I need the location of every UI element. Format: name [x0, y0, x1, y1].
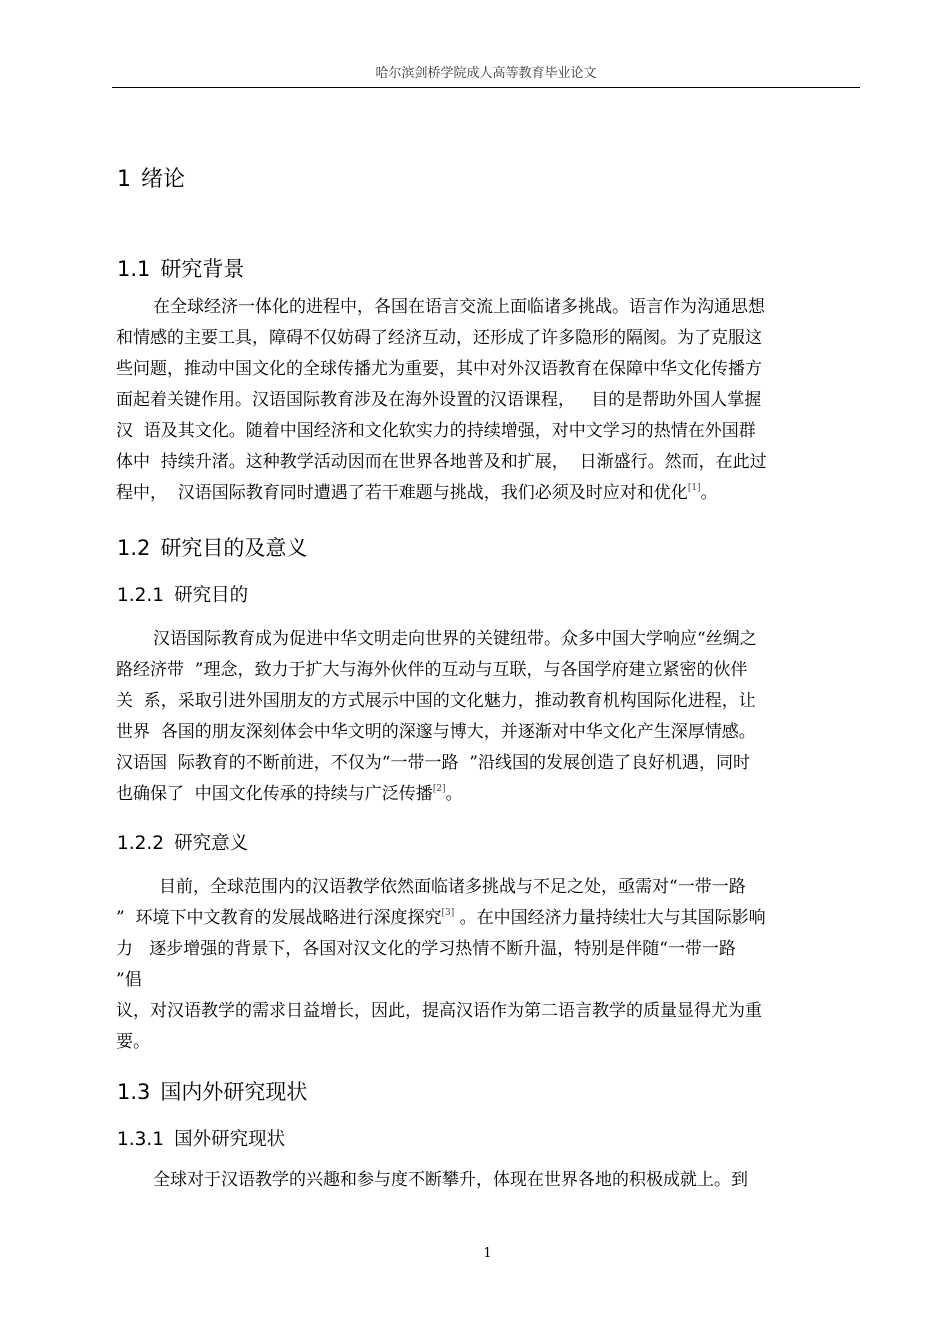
- citation-ref: [3]: [441, 908, 455, 918]
- section-title: 研究目的及意义: [160, 536, 308, 560]
- paragraph-line: 汉语国 际教育的不断前进，不仅为“一带一路 ”沿线国的发展创造了良好机遇，同时: [116, 753, 750, 773]
- paragraph-line: 路经济带 ”理念，致力于扩大与海外伙伴的互动与互联，与各国学府建立紧密的伙伴: [116, 660, 748, 680]
- paragraph-foreign-research: [116, 1165, 852, 1196]
- subsection-title: 国外研究现状: [174, 1129, 286, 1150]
- paragraph-line: 体中 持续升渚。这种教学活动因而在世界各地普及和扩展， 日渐盛行。然而，在此过: [116, 452, 767, 472]
- running-header: 哈尔滨剑桥学院成人高等教育毕业论文: [375, 66, 597, 81]
- citation-ref: [1]: [687, 483, 701, 493]
- paragraph-line: 汉语国际教育成为促进中华文明走向世界的关键纽带。众多中国大学响应“丝绸之: [153, 629, 757, 649]
- paragraph-line: 要。: [116, 1032, 150, 1052]
- paragraph-line: 和情感的主要工具，障碍不仅妨碍了经济互动，还形成了许多隐形的隔阂。为了克服这: [116, 328, 762, 348]
- subsection-heading-1-3-1: [117, 1125, 285, 1151]
- line-text: ” 环境下中文教育的发展战略进行深度探究: [116, 908, 442, 928]
- paragraph-line: 面起着关键作用。汉语国际教育涉及在海外设置的汉语课程， 目的是帮助外国人掌握: [116, 390, 762, 410]
- section-number: 1.3: [117, 1080, 151, 1104]
- paragraph-research-background: [116, 292, 852, 509]
- paragraph-line: 力 逐步增强的背景下，各国对汉文化的学习热情不断升温，特别是伴随“一带一路: [116, 939, 736, 959]
- paragraph-line: 世界 各国的朋友深刻体会中华文明的深邃与博大，并逐渐对中华文化产生深厚情感。: [116, 722, 756, 742]
- paragraph-line: 议，对汉语教学的需求日益增长，因此，提高汉语作为第二语言教学的质量显得尤为重: [116, 1001, 762, 1021]
- paragraph-line: [116, 478, 852, 509]
- citation-ref: [2]: [432, 784, 446, 794]
- paragraph-line: 目前，全球范围内的汉语教学依然面临诸多挑战与不足之处，亟需对“一带一路: [159, 877, 746, 897]
- subsection-title: 研究意义: [174, 833, 249, 854]
- section-title: 国内外研究现状: [160, 1080, 308, 1104]
- paragraph-line: [116, 903, 852, 934]
- section-heading-1-2: [117, 532, 307, 562]
- paragraph-line: 在全球经济一体化的进程中，各国在语言交流上面临诸多挑战。语言作为沟通思想: [153, 297, 765, 317]
- paragraph-line: 些问题，推动中国文化的全球传播尤为重要，其中对外汉语教育在保障中华文化传播方: [116, 359, 762, 379]
- subsection-number: 1.2.2: [117, 833, 165, 854]
- page-number: 1: [483, 1246, 492, 1261]
- line-text: 。在中国经济力量持续壮大与其国际影响: [454, 908, 766, 928]
- section-title: 研究背景: [160, 257, 245, 281]
- subsection-heading-1-2-2: [117, 829, 248, 855]
- subsection-title: 研究目的: [174, 585, 249, 606]
- line-text: 程中， 汉语国际教育同时遭遇了若干难题与挑战，我们必须及时应对和优化: [116, 483, 688, 503]
- paragraph-research-purpose: [116, 624, 852, 810]
- paragraph-line: 汉 语及其文化。随着中国经济和文化软实力的持续增强，对中文学习的热情在外国群: [116, 421, 756, 441]
- paragraph-line: ”倡: [116, 970, 142, 990]
- subsection-number: 1.3.1: [117, 1129, 165, 1150]
- section-number: 1.2: [117, 536, 151, 560]
- subsection-heading-1-2-1: [117, 581, 248, 607]
- header-rule: [112, 87, 860, 88]
- line-end: 。: [700, 483, 718, 503]
- paragraph-line: 全球对于汉语教学的兴趣和参与度不断攀升，体现在世界各地的积极成就上。到: [153, 1170, 748, 1190]
- subsection-number: 1.2.1: [117, 585, 165, 606]
- chapter-heading: [117, 162, 185, 193]
- chapter-title: 绪论: [141, 167, 186, 192]
- paragraph-line: [116, 779, 852, 810]
- paragraph-research-significance: [116, 872, 852, 1058]
- paragraph-line: 关 系，采取引进外国朋友的方式展示中国的文化魅力，推动教育机构国际化进程，让: [116, 691, 756, 711]
- section-number: 1.1: [117, 257, 151, 281]
- section-heading-1-3: [117, 1076, 307, 1106]
- line-text: 也确保了 中国文化传承的持续与广泛传播: [116, 784, 433, 804]
- chapter-number: 1: [117, 167, 131, 192]
- section-heading-1-1: [117, 253, 244, 283]
- line-end: 。: [445, 784, 463, 804]
